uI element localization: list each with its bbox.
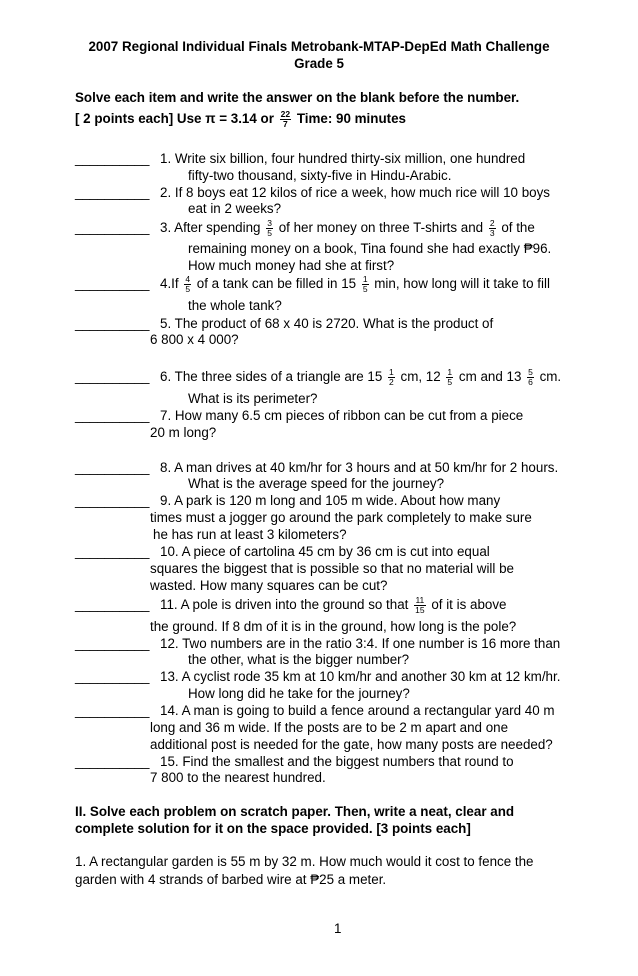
answer-blank-7[interactable]: __________ xyxy=(75,408,150,423)
page-subtitle: Grade 5 xyxy=(294,56,344,71)
answer-blank-6[interactable]: __________ xyxy=(75,369,150,384)
question-15-line1: 15. Find the smallest and the biggest numbers that round to xyxy=(160,754,514,769)
question-10-line2: squares the biggest that is possible so that no material will be xyxy=(150,561,514,576)
question-13-line2: How long did he take for the journey? xyxy=(188,686,410,701)
question-6-line1: 6. The three sides of a triangle are 15 $\frac{1}{2}$ cm, 12 $\frac{1}{5}$ cm and 13 $\frac{5}{6}$ cm. xyxy=(160,367,562,387)
question-4-line1: 4.If $\frac{4}{5}$ of a tank can be filled in 15 $\frac{1}{5}$ min, how long will it take to fill xyxy=(160,274,550,294)
answer-blank-3[interactable]: __________ xyxy=(75,220,150,235)
question-14-line2: long and 36 m wide. If the posts are to be 2 m apart and one xyxy=(150,720,509,735)
question-6-line2: What is its perimeter? xyxy=(188,391,318,406)
page-number: 1 xyxy=(334,921,342,936)
time-limit: Time: 90 minutes xyxy=(293,111,406,127)
question-1-line2: fifty-two thousand, sixty-five in Hindu-Arabic. xyxy=(188,168,452,183)
answer-blank-5[interactable]: __________ xyxy=(75,316,150,331)
fraction: $\frac{11}{15}$ xyxy=(415,595,425,615)
question-3-line3: How much money had she at first? xyxy=(188,258,395,273)
page-title: 2007 Regional Individual Finals Metrobank-MTAP-DepEd Math Challenge xyxy=(88,39,550,54)
question-14-line1: 14. A man is going to build a fence around a rectangular yard 40 m xyxy=(160,703,555,718)
question-10-line3: wasted. How many squares can be cut? xyxy=(150,578,388,593)
points-prefix: [ 2 points each] Use xyxy=(75,111,206,127)
answer-blank-8[interactable]: __________ xyxy=(75,460,150,475)
answer-blank-15[interactable]: __________ xyxy=(75,754,150,769)
question-9-line3: he has run at least 3 kilometers? xyxy=(153,527,347,542)
fraction: $\frac{1}{5}$ xyxy=(447,367,453,387)
answer-blank-11[interactable]: __________ xyxy=(75,597,150,612)
pi-symbol: π xyxy=(205,111,216,127)
answer-blank-12[interactable]: __________ xyxy=(75,636,150,651)
question-8-line2: What is the average speed for the journey? xyxy=(188,476,445,491)
question-7-line2: 20 m long? xyxy=(150,425,217,440)
question-4-line2: the whole tank? xyxy=(188,298,282,313)
question-12-line1: 12. Two numbers are in the ratio 3:4. If one number is 16 more than xyxy=(160,636,561,651)
answer-blank-9[interactable]: __________ xyxy=(75,493,150,508)
problem-1-line2: garden with 4 strands of barbed wire at ₱25 a meter. xyxy=(75,872,387,887)
question-8-line1: 8. A man drives at 40 km/hr for 3 hours and at 50 km/hr for 2 hours. xyxy=(160,460,559,475)
question-2-line1: 2. If 8 boys eat 12 kilos of rice a week, how much rice will 10 boys xyxy=(160,185,550,200)
problem-1-line1: 1. A rectangular garden is 55 m by 32 m. How much would it cost to fence the xyxy=(75,854,534,869)
answer-blank-13[interactable]: __________ xyxy=(75,669,150,684)
question-5-line1: 5. The product of 68 x 40 is 2720. What is the product of xyxy=(160,316,494,331)
question-15-line2: 7 800 to the nearest hundred. xyxy=(150,770,326,785)
question-5-line2: 6 800 x 4 000? xyxy=(150,332,239,347)
section2-heading-line2: complete solution for it on the space provided. [3 points each] xyxy=(75,821,471,836)
section2-heading-line1: II. Solve each problem on scratch paper. Then, write a neat, clear and xyxy=(75,804,515,819)
fraction: $\frac{3}{5}$ xyxy=(267,218,272,238)
section1-points-line xyxy=(75,110,406,129)
question-7-line1: 7. How many 6.5 cm pieces of ribbon can be cut from a piece xyxy=(160,408,524,423)
question-11-line1: 11. A pole is driven into the ground so that $\frac{11}{15}$ of it is above xyxy=(160,595,507,615)
question-10-line1: 10. A piece of cartolina 45 cm by 36 cm is cut into equal xyxy=(160,544,490,559)
answer-blank-10[interactable]: __________ xyxy=(75,544,150,559)
fraction: $\frac{2}{3}$ xyxy=(489,218,495,238)
question-9-line2: times must a jogger go around the park completely to make sure xyxy=(150,510,532,525)
question-3-line1: 3. After spending $\frac{3}{5}$ of her money on three T-shirts and $\frac{2}{3}$ of the xyxy=(160,218,535,238)
question-2-line2: eat in 2 weeks? xyxy=(188,201,282,216)
fraction: $\frac{1}{5}$ xyxy=(362,274,368,294)
question-14-line3: additional post is needed for the gate, how many posts are needed? xyxy=(150,737,553,752)
question-12-line2: the other, what is the bigger number? xyxy=(188,652,410,667)
question-11-line2: the ground. If 8 dm of it is in the ground, how long is the pole? xyxy=(150,619,517,634)
answer-blank-4[interactable]: __________ xyxy=(75,276,150,291)
question-1-line1: 1. Write six billion, four hundred thirty-six million, one hundred xyxy=(160,151,526,166)
fraction: $\frac{4}{5}$ xyxy=(185,274,191,294)
question-13-line1: 13. A cyclist rode 35 km at 10 km/hr and another 30 km at 12 km/hr. xyxy=(160,669,561,684)
section1-instruction: Solve each item and write the answer on the blank before the number. xyxy=(75,90,520,105)
question-3-line2: remaining money on a book, Tina found she had exactly ₱96. xyxy=(188,241,552,256)
question-9-line1: 9. A park is 120 m long and 105 m wide. About how many xyxy=(160,493,501,508)
fraction: $\frac{1}{2}$ xyxy=(389,367,394,387)
answer-blank-1[interactable]: __________ xyxy=(75,151,150,166)
answer-blank-2[interactable]: __________ xyxy=(75,185,150,200)
pi-value: = 3.14 or xyxy=(215,111,278,127)
pi-fraction: $\frac{22}{7}$ xyxy=(280,109,291,129)
fraction: $\frac{5}{6}$ xyxy=(528,367,533,387)
answer-blank-14[interactable]: __________ xyxy=(75,703,150,718)
